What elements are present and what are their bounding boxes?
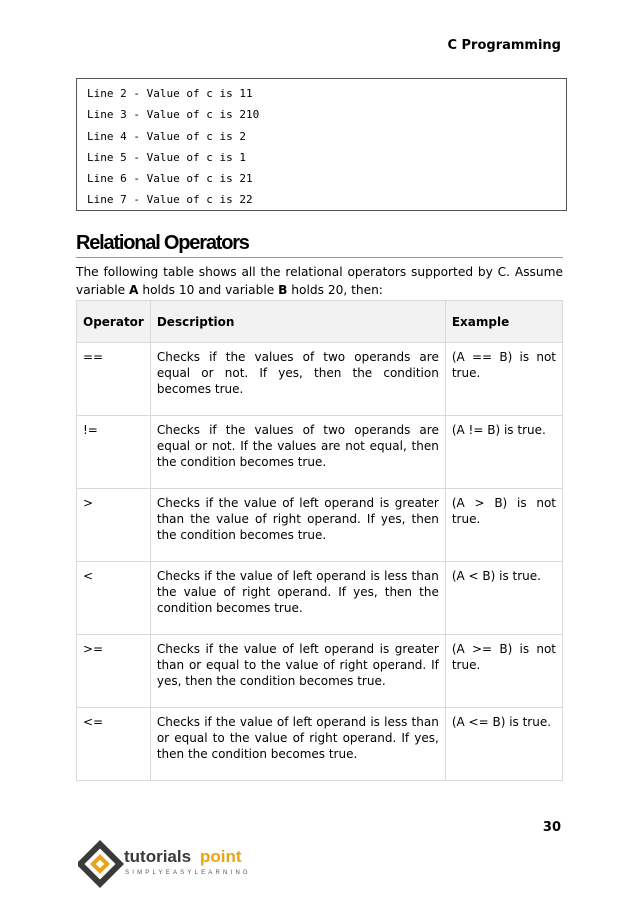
table-row [77, 416, 563, 489]
variable-a: A [129, 283, 139, 297]
intro-text: The following table shows all the relational operators supported by C. Assume variable [76, 265, 563, 297]
description-cell: Checks if the values of two operands are equal or not. If the values are not equal, then the condition becomes true. [150, 416, 445, 489]
header-operator: Operator [77, 301, 151, 343]
header-description: Description [150, 301, 445, 343]
tutorialspoint-logo [78, 838, 258, 890]
table-row [77, 489, 563, 562]
operator-cell: <= [77, 708, 151, 781]
example-cell: (A > B) is not true. [445, 489, 562, 562]
operator-cell: != [77, 416, 151, 489]
header-title: C Programming [447, 38, 561, 53]
logo-word-point: point [200, 847, 242, 866]
example-cell: (A != B) is true. [445, 416, 562, 489]
description-cell: Checks if the value of left operand is less than the value of right operand. If yes, then the condition becomes true. [150, 562, 445, 635]
code-line: Line 6 - Value of c is 21 [87, 172, 253, 186]
relational-operators-table [76, 300, 563, 781]
code-line: Line 3 - Value of c is 210 [87, 108, 260, 122]
table-row [77, 635, 563, 708]
description-cell: Checks if the value of left operand is less than or equal to the value of right operand. If yes, then the condition becomes true. [150, 708, 445, 781]
example-cell: (A <= B) is true. [445, 708, 562, 781]
logo-icon [78, 838, 258, 890]
table-row [77, 343, 563, 416]
description-cell: Checks if the value of left operand is greater than or equal to the value of right operand. If yes, then the condition becomes true. [150, 635, 445, 708]
code-line: Line 4 - Value of c is 2 [87, 129, 246, 143]
example-cell: (A == B) is not true. [445, 343, 562, 416]
logo-tagline: SIMPLYEASYLEARNING [125, 870, 251, 876]
intro-paragraph [76, 263, 563, 299]
operator-cell: == [77, 343, 151, 416]
code-line: Line 2 - Value of c is 11 [87, 87, 253, 100]
code-line: Line 7 - Value of c is 22 [87, 193, 253, 207]
operator-cell: < [77, 562, 151, 635]
header-example: Example [445, 301, 562, 343]
logo-word-tutorials: tutorials [124, 847, 192, 866]
code-output-box [76, 78, 567, 211]
code-line: Line 5 - Value of c is 1 [87, 150, 246, 164]
table-row [77, 708, 563, 781]
page-number: 30 [542, 820, 561, 835]
variable-b: B [278, 283, 288, 297]
table-header-row [77, 301, 563, 343]
example-cell: (A >= B) is not true. [445, 635, 562, 708]
operator-cell: > [77, 489, 151, 562]
description-cell: Checks if the value of left operand is greater than the value of right operand. If yes, then the condition becomes true. [150, 489, 445, 562]
description-cell: Checks if the values of two operands are equal or not. If yes, then the condition becomes true. [150, 343, 445, 416]
table-row [77, 562, 563, 635]
intro-text: holds 20, then: [287, 283, 383, 297]
intro-text: holds 10 and variable [138, 283, 279, 297]
operator-cell: >= [77, 635, 151, 708]
example-cell: (A < B) is true. [445, 562, 562, 635]
section-heading: Relational Operators [76, 232, 563, 258]
